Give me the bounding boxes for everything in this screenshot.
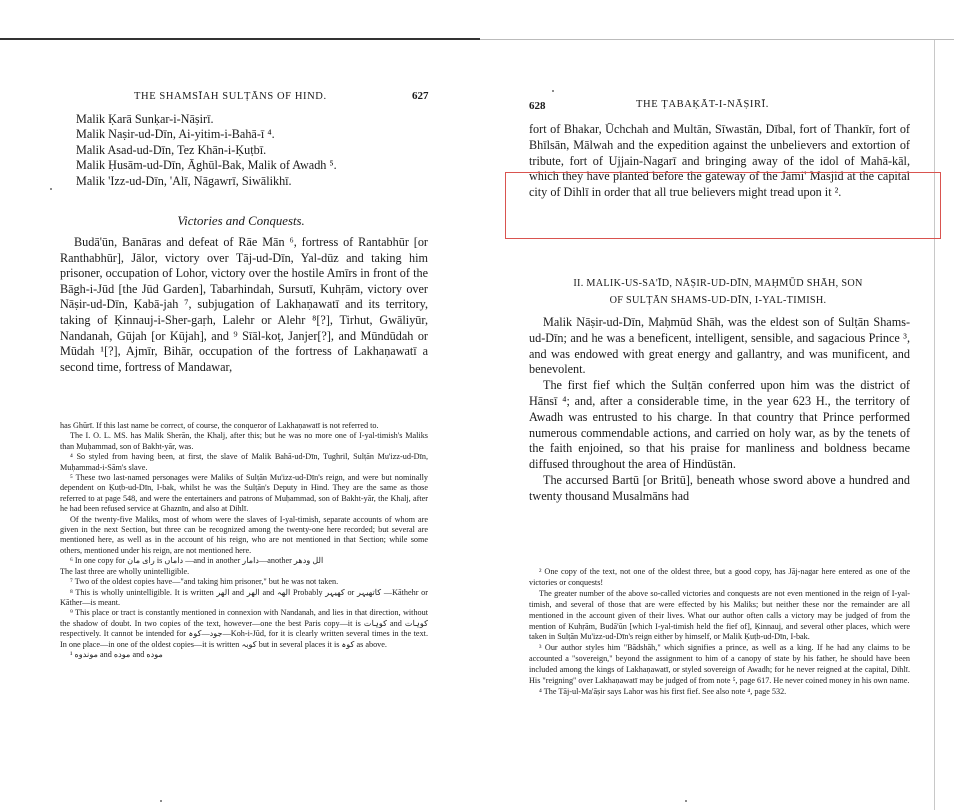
malik-name: Malik Asad-ud-Dīn, Tez Khān-i-Ḳuṭbī. — [76, 142, 267, 157]
highlight-box — [505, 172, 941, 239]
footnote: ⁶ In one copy for رای مان is داماں —and in another دامار—another الل ودهر — [70, 556, 324, 566]
footnote: ⁴ So styled from having been, at first, the slave of Malik Bahā-ud-Dīn, Tughril, Sulṭān Mu'izz-ud-Dīn, Muḥammad-i-Sām's slave. — [60, 452, 428, 472]
footnote: The last three are wholly unintelligible. — [60, 566, 190, 576]
malik-names-list — [76, 112, 337, 189]
footnote: ⁸ This is wholly unintelligible. It is written الهر and الهر and الهہ Probably کھیہر or کاتھیہر —Kāthehr or Kāther—is meant. — [60, 587, 428, 607]
footnote: ³ Our author styles him "Bādshāh," which signifies a prince, as well as a king. If he had any claims to be accounted a "sovereign," beyond the assignment to him of a canopy of state by his father, he should have been included among the kings of Lakhaṇawatī, or styled sovereign of Awadh; for he never reigned at the capital, Dihlī. His "reigning" over Lakhaṇawatī may be judged of from note ⁵, page 617. He never coined money in his own name. — [529, 643, 910, 686]
footnote: The greater number of the above so-called victories and conquests are not even mentioned in the reign of I-yal-timish, and several of those that are were effected by his Maliks; but neither these nor the remainder are all mentioned in the account given of their lives. What our author often calls a victory may be judged of from the mention of Kuhṛām, Budā'ūn [which I-yal-timish held the fief of], Ḳinnauj, and several other places, which were taken in Sulṭān Mu'izz-ud-Dīn's reign either by himself, or Malik Ḳuṭb-ud-Dīn, I-bak. — [529, 588, 910, 642]
footnote: ⁴ The Tāj-ul-Ma'āṣir says Lahor was his first fief. See also note ⁴, page 532. — [539, 686, 787, 696]
left-page — [0, 40, 480, 810]
footnote: ⁷ Two of the oldest copies have—"and taking him prisoner," but he was not taken. — [70, 577, 339, 587]
scan-speck — [552, 90, 554, 92]
scan-speck — [160, 800, 162, 802]
left-running-header: THE SHAMSĪAH SULṬĀNS OF HIND. — [134, 91, 327, 102]
paragraph: The accursed Bartū [or Britū], beneath whose sword above a hundred and twenty thousand Musalmāns had — [529, 472, 910, 503]
footnote: has Ghūrī. If this last name be correct, of course, the conqueror of Lakhaṇawatī is not referred to. — [60, 421, 379, 430]
chapter-title-line: II. MALIK-US-SA'ĪD, NĀṢIR-UD-DĪN, MAḤMŪD SHĀH, SON — [573, 278, 863, 289]
left-page-number: 627 — [412, 90, 429, 102]
paragraph: The first fief which the Sulṭān conferred upon him was the district of Hānsī ⁴; and, after a considerable time, in the year 623 H., the territory of Awadh was entrusted to his charge. In that country that Prince performed numerous commendable actions, and carried on holy war, as by the tenets of the faith enjoined, so that his praise for manliness and boldness became diffused throughout the area of Hindūstān. — [529, 378, 910, 472]
left-body-text — [60, 235, 428, 375]
right-running-header: THE ṬABAḲĀT-I-NĀṢIRĪ. — [636, 99, 769, 110]
footnote: ⁵ These two last-named personages were Maliks of Sulṭān Mu'izz-ud-Dīn's reign, and were but nominally dependent on Ḳuṭb-ud-Dīn, I-bak, whilst he was the Sulṭān's Deputy in Hind. They are the same as those referred to at page 548, and were the entertainers and patrons of Muḥammad, son of Bakht-yār, the Khalj, after he had been refused service at Ghaznīn, and also at Dihlī. — [60, 473, 428, 514]
malik-name: Malik 'Izz-ud-Dīn, 'Alī, Nāgawrī, Siwālikhī. — [76, 173, 292, 188]
victories-paragraph: Budā'ūn, Banāras and defeat of Rāe Mān ⁶, fortress of Rantabhūr [or Ranthabhūr], Jālor, victory over Tāj-ud-Dīn, Yal-dūz and taking him prisoner, occupation of Lohor, victory over the hostile Amīrs in front of the Bāgh-i-Jūd [the Jūd Garden], Tabarhindah, Sursutī, Kuhṛām, victory over Nāṣir-ud-Dīn, Ḳabā-jah ⁷, subjugation of Lakhaṇawatī and its territory, taking of Ḳinnauj-i-Sher-gaṛh, Lalehr or Alehr ⁸[?], Tirhut, Gwāliyūr, Nandanah, Gūjah [or Kūjah], and ⁹ Sīāl-koṭ, Janjer[?], and Mūndūdah or Mūdah ¹[?], Ajmīr, Bihār, occupation of the fortress of Lakhaṇawatī a second time, fortress of Mandawar, — [60, 235, 428, 374]
right-page-number: 628 — [529, 100, 546, 112]
chapter-title-line: OF SULṬĀN SHAMS-UD-DĪN, I-YAL-TIMISH. — [609, 295, 827, 306]
malik-name: Malik Ḥusām-ud-Dīn, Āghūl-Bak, Malik of Awadh ⁵. — [76, 158, 337, 173]
right-footnotes — [529, 567, 910, 698]
footnote: ² One copy of the text, not one of the oldest three, but a good copy, has Jāj-nagar here entered as one of the victories or conquests! — [529, 567, 910, 587]
top-bar — [0, 0, 954, 40]
footnote: ⁹ This place or tract is constantly mentioned in connexion with Nandanah, and lies in that direction, without the shadow of doubt. In two copies of the text, however—one the best Paris copy—it is کوہات and کوہات respectively. It cannot be intended for جود—کوہ—Koh-i-Jūd, for it is clearly written several times in the text. In one place—in one of the oldest copies—it is written کوبہ but in several places it is کوہ as above. — [60, 608, 428, 649]
right-page — [480, 40, 934, 810]
footnote: ¹ موندوه and موده and موده — [70, 649, 163, 659]
footnote: Of the twenty-five Maliks, most of whom were the slaves of I-yal-timish, separate accounts of whom are given in the next Section, but three can be recognized among the twenty-one here recorded; but several are mentioned here, as well as in the account of his reign, who are not mentioned in that Section; while some others, mentioned under his reign, are not mentioned here. — [60, 514, 428, 555]
chapter-title — [520, 275, 916, 309]
scan-speck — [50, 188, 52, 190]
paragraph: Malik Nāṣir-ud-Dīn, Maḥmūd Shāh, was the eldest son of Sulṭān Shams-ud-Dīn; and he was a beneficent, intelligent, sensible, and sagacious Prince ³, and was endowed with great energy and gallantry, and was munificent, and benevolent. — [529, 315, 910, 377]
left-footnotes — [60, 421, 428, 660]
right-edge-divider — [934, 40, 935, 810]
footnote: The I. O. L. MS. has Malik Sherān, the Khalj, after this; but he was no more one of I-yal-timish's Maliks than Muḥammad, son of Bakht-yār, was. — [60, 431, 428, 451]
scan-speck — [685, 800, 687, 802]
malik-name: Malik Naṣir-ud-Dīn, Ai-yitim-i-Bahā-ī ⁴. — [76, 127, 275, 142]
continued-paragraph: fort of Bhakar, Ūchchah and Multān, Sīwastān, Dībal, fort of Thankīr, fort of Bhīlsān, Mālwah and the expedition against the unbelievers and extortion of tribute, fort of Ujjain-Nagarī and bringing away of the idol of Mahā-kāl, which they have planted before the gateway of the Jāmi' Masjid at the capital city of Dihlī in order that all true believers might tread upon it ². — [529, 122, 910, 200]
section-title: Victories and Conquests. — [177, 214, 305, 228]
malik-name: Malik Ḳarā Sunḳar-i-Nāṣirī. — [76, 112, 214, 126]
right-body-text — [529, 315, 910, 505]
